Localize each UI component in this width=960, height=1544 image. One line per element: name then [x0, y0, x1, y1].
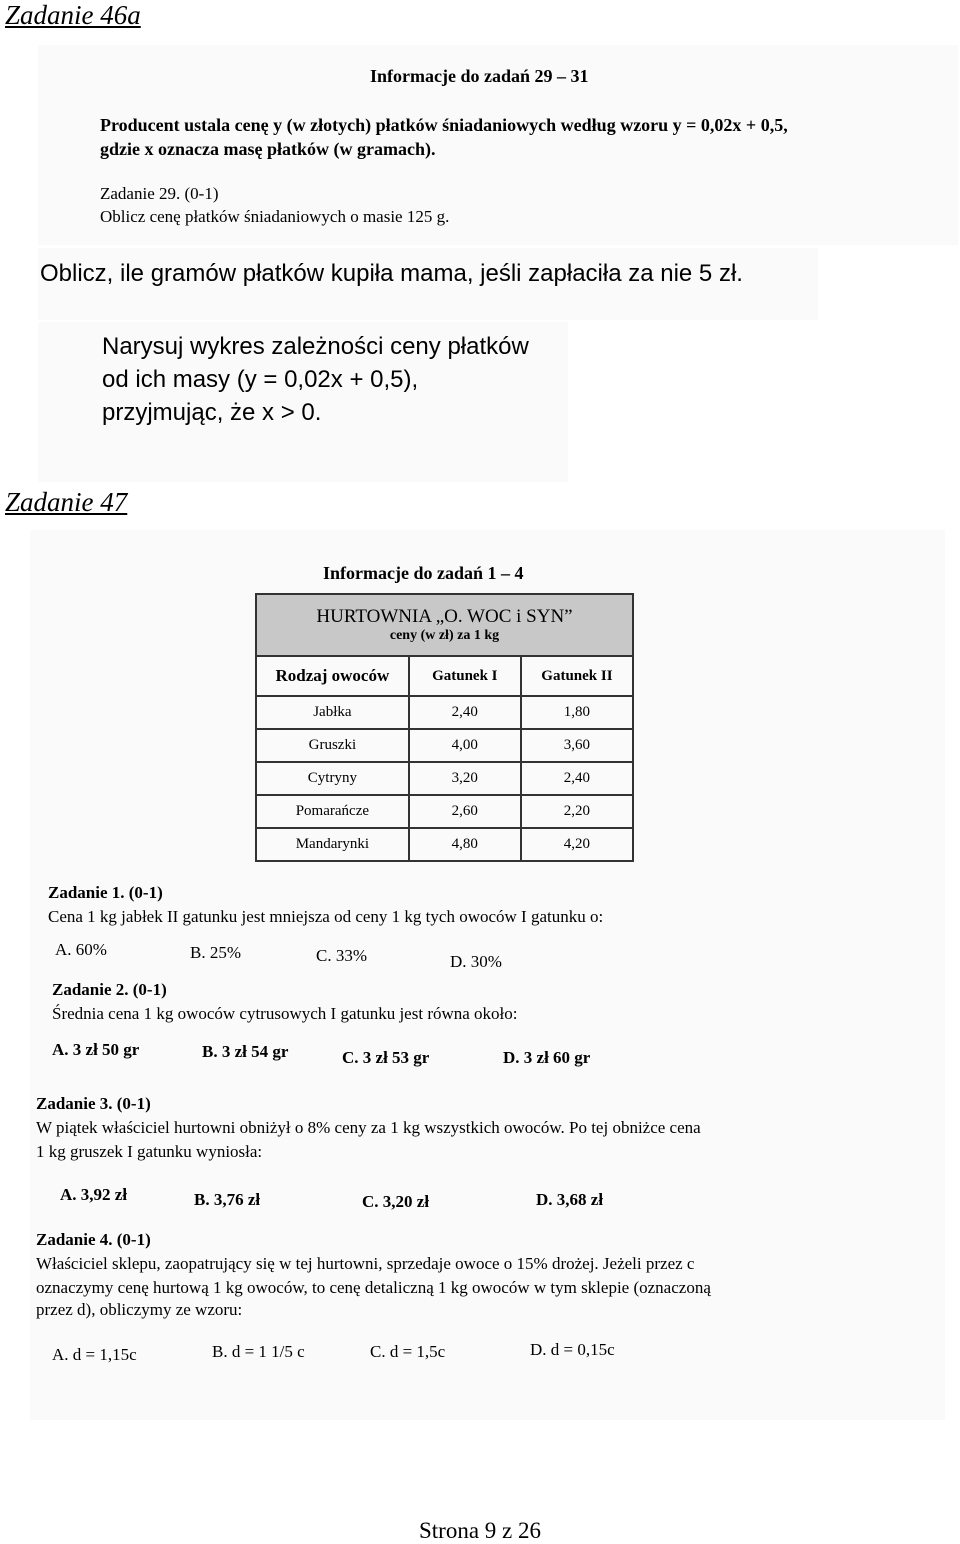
table-cell: 4,80: [409, 828, 521, 861]
table-cell: Mandarynki: [256, 828, 409, 861]
column-header: Rodzaj owoców: [256, 656, 409, 696]
zadanie-2-option-d: D. 3 zł 60 gr: [503, 1048, 591, 1067]
table-row: [256, 696, 633, 729]
column-header: Gatunek I: [409, 656, 521, 696]
table-subtitle: ceny (w zł) za 1 kg: [389, 628, 500, 643]
zadanie-4-option-b: B. d = 1 1/5 c: [212, 1342, 305, 1361]
zadanie-3-line-2: 1 kg gruszek I gatunku wyniosła:: [36, 1142, 263, 1161]
zadanie-1-text: Cena 1 kg jabłek II gatunku jest mniejsza od ceny 1 kg tych owoców I gatunku o:: [48, 907, 604, 926]
zadanie-31-line-2: od ich masy (y = 0,02x + 0,5),: [102, 366, 419, 393]
table-header-row: [256, 594, 633, 656]
info-line-2: gdzie x oznacza masę płatków (w gramach).: [100, 139, 436, 159]
table-cell: 2,40: [409, 696, 521, 729]
table-row: [256, 828, 633, 861]
zadanie-2-option-b: B. 3 zł 54 gr: [202, 1042, 289, 1061]
zadanie-2-text: Średnia cena 1 kg owoców cytrusowych I gatunku jest równa około:: [52, 1004, 518, 1023]
table-cell: 3,60: [521, 729, 633, 762]
zadanie-4-line-1: Właściciel sklepu, zaopatrujący się w tej hurtowni, sprzedaje owoce o 15% drożej. Jeżeli przez c: [36, 1254, 695, 1273]
zadanie-4-line-3: przez d), obliczymy ze wzoru:: [36, 1300, 243, 1319]
table-row: [256, 762, 633, 795]
zadanie-3-line-1: W piątek właściciel hurtowni obniżył o 8% ceny za 1 kg wszystkich owoców. Po tej obniżce cena: [36, 1118, 701, 1137]
zadanie-31-line-1: Narysuj wykres zależności ceny płatków: [102, 333, 529, 360]
table-cell: Gruszki: [256, 729, 409, 762]
zadanie-3-option-b: B. 3,76 zł: [194, 1190, 261, 1209]
zadanie-29-text: Oblicz cenę płatków śniadaniowych o masie 125 g.: [100, 207, 450, 226]
zadanie-1-option-d: D. 30%: [450, 952, 502, 971]
zadanie-1-option-b: B. 25%: [190, 943, 241, 962]
price-table: [255, 593, 634, 862]
zadanie-1-title: Zadanie 1. (0-1): [48, 883, 163, 902]
zadanie-1-option-c: C. 33%: [316, 946, 367, 965]
table-cell: Cytryny: [256, 762, 409, 795]
zadanie-2-option-c: C. 3 zł 53 gr: [342, 1048, 430, 1067]
info-title-1-4: Informacje do zadań 1 – 4: [323, 563, 524, 583]
zadanie-3-title: Zadanie 3. (0-1): [36, 1094, 151, 1113]
zadanie-4-line-2: oznaczymy cenę hurtową 1 kg owoców, to cenę detaliczną 1 kg owoców w tym sklepie (oznaczoną: [36, 1278, 711, 1297]
column-header: Gatunek II: [521, 656, 633, 696]
page-number: Strona 9 z 26: [418, 1518, 541, 1543]
table-cell: 4,20: [521, 828, 633, 861]
zadanie-4-option-c: C. d = 1,5c: [370, 1342, 446, 1361]
table-cell: 2,60: [409, 795, 521, 828]
table-cell: Pomarańcze: [256, 795, 409, 828]
zadanie-2-option-a: A. 3 zł 50 gr: [52, 1040, 140, 1059]
table-title-cell: [256, 594, 633, 656]
heading-zadanie-47: Zadanie 47: [5, 487, 128, 517]
table-title: HURTOWNIA „O. WOC i SYN”: [316, 606, 573, 627]
zadanie-29-title: Zadanie 29. (0-1): [100, 184, 219, 203]
table-row: [256, 729, 633, 762]
table-cell: 3,20: [409, 762, 521, 795]
table-cell: 2,40: [521, 762, 633, 795]
zadanie-3-option-a: A. 3,92 zł: [60, 1185, 128, 1204]
zadanie-31-line-3: przyjmując, że x > 0.: [102, 399, 322, 426]
zadanie-3-option-c: C. 3,20 zł: [362, 1192, 430, 1211]
zadanie-4-title: Zadanie 4. (0-1): [36, 1230, 151, 1249]
zadanie-3-option-d: D. 3,68 zł: [536, 1190, 604, 1209]
heading-zadanie-46a: Zadanie 46a: [5, 0, 141, 30]
table-cell: 4,00: [409, 729, 521, 762]
table-row: [256, 795, 633, 828]
info-title-29-31: Informacje do zadań 29 – 31: [370, 66, 589, 86]
info-line-1: Producent ustala cenę y (w złotych) płatków śniadaniowych według wzoru y = 0,02x + 0,5,: [100, 115, 788, 135]
zadanie-4-option-a: A. d = 1,15c: [52, 1345, 137, 1364]
zadanie-1-option-a: A. 60%: [55, 940, 107, 959]
zadanie-30-text: Oblicz, ile gramów płatków kupiła mama, jeśli zapłaciła za nie 5 zł.: [40, 260, 743, 287]
table-cell: 1,80: [521, 696, 633, 729]
table-cell: 2,20: [521, 795, 633, 828]
zadanie-4-option-d: D. d = 0,15c: [530, 1340, 615, 1359]
zadanie-2-title: Zadanie 2. (0-1): [52, 980, 167, 999]
table-cell: Jabłka: [256, 696, 409, 729]
table-columns-row: [256, 656, 633, 696]
